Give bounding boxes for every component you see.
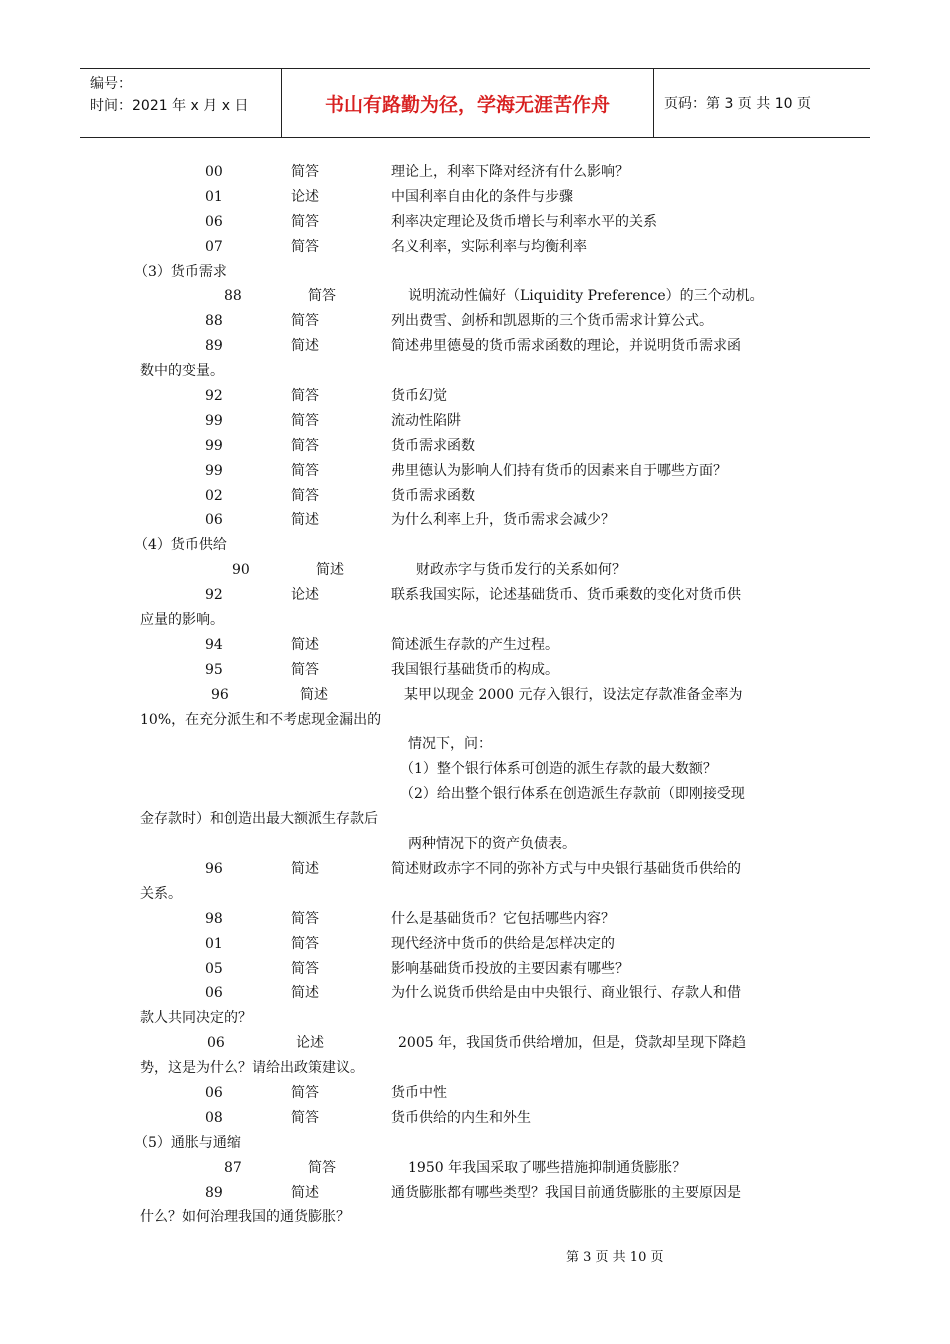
continuation-text: 势，这是为什么？请给出政策建议。 [140,1060,364,1077]
indented-line [0,832,950,857]
question-text: 中国利率自由化的条件与步骤 [391,188,573,205]
indented-text: 两种情况下的资产负债表。 [408,836,576,853]
section-heading [0,260,950,285]
question-year: 90 [232,562,250,579]
section-heading-text: （5）通胀与通缩 [134,1134,241,1151]
question-row [0,185,950,210]
indented-line [0,757,950,782]
continuation-text: 数中的变量。 [140,363,224,380]
document-body [0,160,950,1230]
question-text: 名义利率，实际利率与均衡利率 [391,238,587,255]
question-year: 99 [205,437,223,454]
question-text: 说明流动性偏好（Liquidity Preference）的三个动机。 [408,288,764,305]
continuation-line [0,882,950,907]
question-row [0,1106,950,1131]
indented-line [0,782,950,807]
header-meta [80,69,282,137]
question-text: 列出费雪、剑桥和凯恩斯的三个货币需求计算公式。 [391,313,713,330]
question-type: 简答 [291,910,319,927]
question-row [0,309,950,334]
question-type: 简述 [291,985,319,1002]
question-text: 弗里德认为影响人们持有货币的因素来自于哪些方面？ [391,462,727,479]
question-type: 简答 [291,935,319,952]
question-type: 简答 [291,487,319,504]
question-text: 2005 年，我国货币供给增加，但是，贷款却呈现下降趋 [398,1035,747,1052]
question-type: 简答 [291,437,319,454]
question-year: 95 [205,661,223,678]
continuation-line [0,359,950,384]
continuation-line [0,708,950,733]
question-year: 92 [205,587,223,604]
question-text: 为什么利率上升，货币需求会减少？ [391,512,615,529]
question-year: 06 [205,213,223,230]
question-type: 简述 [300,686,328,703]
indented-text: 情况下，问： [408,736,492,753]
question-type: 论述 [291,587,319,604]
question-year: 06 [205,985,223,1002]
question-text: 某甲以现金 2000 元存入银行，设法定存款准备金率为 [404,686,743,703]
question-year: 88 [224,288,242,305]
question-row [0,384,950,409]
question-year: 99 [205,412,223,429]
question-year: 02 [205,487,223,504]
question-row [0,210,950,235]
question-row [0,409,950,434]
footer-page-number: 第 3 页 共 10 页 [566,1250,664,1265]
question-type: 简答 [291,313,319,330]
indented-line [0,732,950,757]
question-row [0,957,950,982]
question-type: 简答 [291,661,319,678]
question-year: 06 [205,512,223,529]
question-text: 货币需求函数 [391,437,475,454]
question-year: 89 [205,1184,223,1201]
question-text: 现代经济中货币的供给是怎样决定的 [391,935,615,952]
section-heading-text: （4）货币供给 [134,537,227,554]
question-type: 简述 [291,512,319,529]
question-text: 财政赤字与货币发行的关系如何？ [416,562,626,579]
continuation-line [0,807,950,832]
question-type: 简答 [291,412,319,429]
question-row [0,160,950,185]
question-row [0,284,950,309]
question-row [0,508,950,533]
question-text: 简述弗里德曼的货币需求函数的理论，并说明货币需求函 [391,338,741,355]
header-motto: 书山有路勤为径，学海无涯苦作舟 [282,69,654,137]
question-year: 94 [205,636,223,653]
question-text: 什么是基础货币？它包括哪些内容？ [391,910,615,927]
indented-text: （2）给出整个银行体系在创造派生存款前（即刚接受现 [400,786,745,803]
question-row [0,1181,950,1206]
header-number-label: 编号： [90,76,132,92]
question-text: 影响基础货币投放的主要因素有哪些？ [391,960,629,977]
question-year: 06 [207,1035,225,1052]
question-type: 简答 [308,288,336,305]
section-heading [0,1131,950,1156]
question-type: 简答 [291,1084,319,1101]
question-year: 99 [205,462,223,479]
question-row [0,857,950,882]
continuation-text: 应量的影响。 [140,612,224,629]
question-row [0,658,950,683]
section-heading [0,533,950,558]
question-type: 简述 [291,338,319,355]
question-row [0,1031,950,1056]
continuation-text: 金存款时）和创造出最大额派生存款后 [140,811,378,828]
question-row [0,434,950,459]
continuation-line [0,1056,950,1081]
question-row [0,633,950,658]
question-text: 简述财政赤字不同的弥补方式与中央银行基础货币供给的 [391,860,741,877]
question-row [0,235,950,260]
question-row [0,683,950,708]
question-type: 简答 [291,1109,319,1126]
question-year: 88 [205,313,223,330]
question-year: 96 [211,686,229,703]
question-type: 简述 [316,562,344,579]
question-row [0,907,950,932]
question-year: 87 [224,1159,242,1176]
question-year: 00 [205,164,223,180]
question-year: 06 [205,1084,223,1101]
question-year: 92 [205,388,223,405]
question-row [0,1156,950,1181]
page-header [80,68,870,138]
question-text: 货币需求函数 [391,487,475,504]
question-text: 利率决定理论及货币增长与利率水平的关系 [391,213,657,230]
question-text: 通货膨胀都有哪些类型？我国目前通货膨胀的主要原因是 [391,1184,741,1201]
header-time-label: 时间：2021 年 x 月 x 日 [90,98,249,114]
question-row [0,334,950,359]
question-text: 货币幻觉 [391,388,447,405]
section-heading-text: （3）货币需求 [134,263,227,280]
question-text: 货币供给的内生和外生 [391,1109,531,1126]
question-year: 08 [205,1109,223,1126]
question-year: 98 [205,910,223,927]
question-text: 简述派生存款的产生过程。 [391,636,559,653]
question-type: 论述 [296,1035,324,1052]
question-row [0,932,950,957]
question-row [0,459,950,484]
continuation-text: 款人共同决定的？ [140,1010,252,1027]
question-row [0,583,950,608]
question-year: 96 [205,860,223,877]
question-year: 01 [205,188,223,205]
question-row [0,981,950,1006]
question-text: 我国银行基础货币的构成。 [391,661,559,678]
question-type: 论述 [291,188,319,205]
question-type: 简述 [291,860,319,877]
question-year: 89 [205,338,223,355]
indented-text: （1）整个银行体系可创造的派生存款的最大数额？ [400,761,717,778]
continuation-line [0,1006,950,1031]
question-type: 简答 [291,388,319,405]
question-row [0,558,950,583]
question-type: 简述 [291,1184,319,1201]
continuation-line [0,608,950,633]
question-text: 联系我国实际，论述基础货币、货币乘数的变化对货币供 [391,587,741,604]
question-text: 流动性陷阱 [391,412,461,429]
header-page-info: 页码：第 3 页 共 10 页 [664,96,811,112]
question-year: 01 [205,935,223,952]
question-type: 简答 [291,238,319,255]
question-type: 简答 [291,960,319,977]
question-type: 简答 [291,164,319,180]
question-text: 理论上，利率下降对经济有什么影响？ [391,164,629,180]
question-text: 货币中性 [391,1084,447,1101]
question-year: 05 [205,960,223,977]
continuation-line [0,1205,950,1230]
question-row [0,1081,950,1106]
question-type: 简答 [291,462,319,479]
continuation-text: 什么？如何治理我国的通货膨胀？ [140,1209,350,1226]
question-text: 为什么说货币供给是由中央银行、商业银行、存款人和借 [391,985,741,1002]
question-type: 简答 [308,1159,336,1176]
question-type: 简答 [291,213,319,230]
question-year: 07 [205,238,223,255]
question-row [0,484,950,509]
question-type: 简述 [291,636,319,653]
continuation-text: 关系。 [140,885,182,902]
continuation-text: 10%，在充分派生和不考虑现金漏出的 [140,711,382,728]
question-text: 1950 年我国采取了哪些措施抑制通货膨胀？ [408,1159,687,1176]
